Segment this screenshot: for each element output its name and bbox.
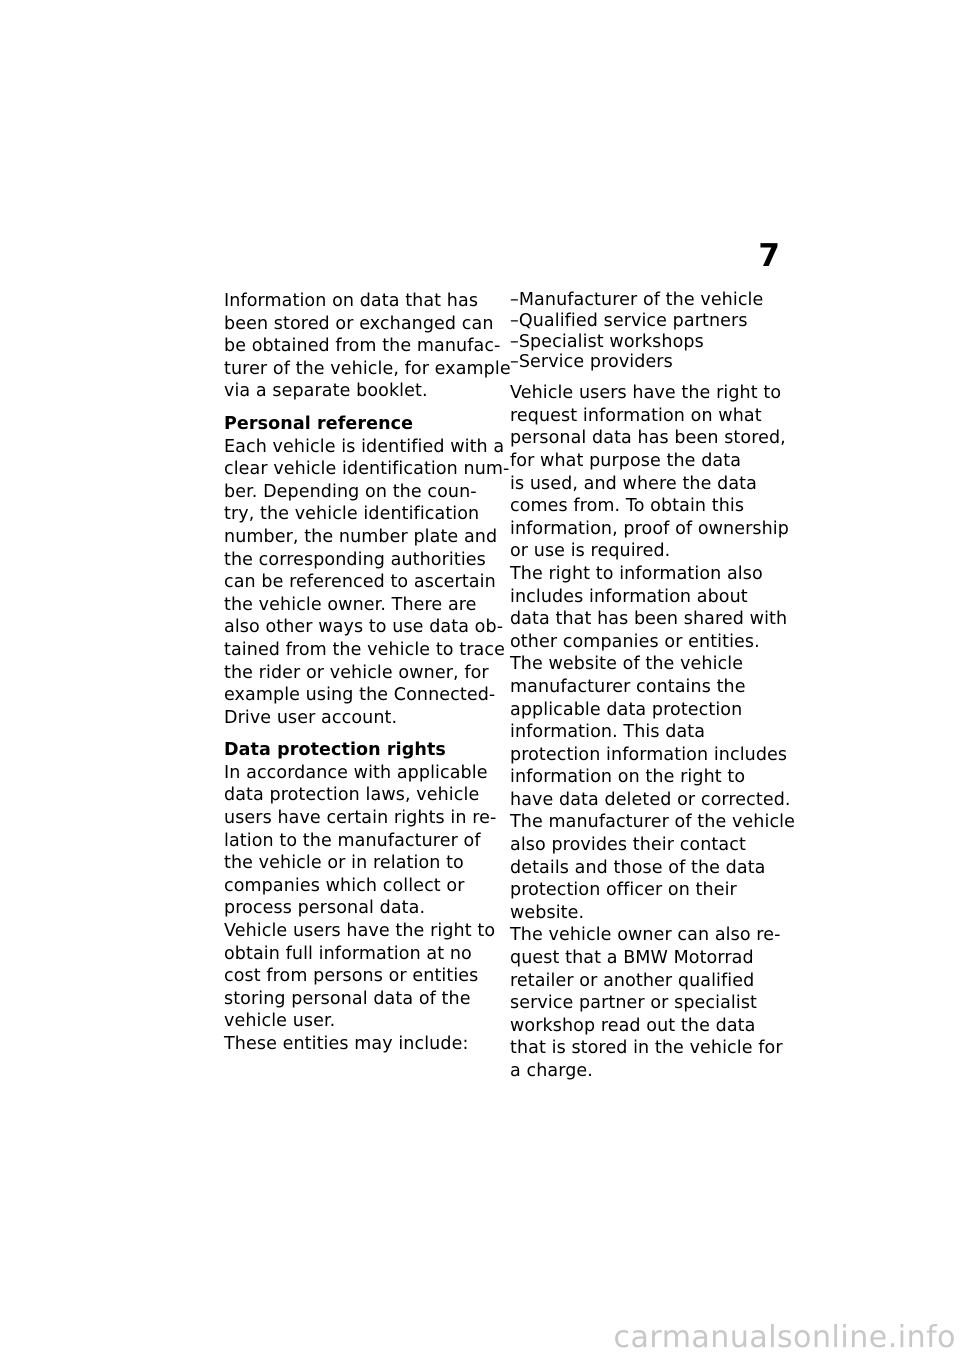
text-line: that is stored in the vehicle for [510, 1038, 783, 1059]
text-line: users have certain rights in re- [224, 808, 497, 829]
text-line: process personal data. [224, 898, 426, 919]
text-line: tained from the vehicle to trace [224, 639, 505, 660]
text-line: Each vehicle is identified with a [224, 436, 505, 457]
text-line: The manufacturer of the vehicle [510, 812, 795, 833]
text-line: information. This data [510, 722, 706, 743]
text-line: is used, and where the data [510, 473, 757, 494]
text-line: vehicle user. [224, 1011, 336, 1032]
text-line: personal data has been stored, [510, 428, 786, 449]
text-line: been stored or exchanged can [224, 313, 494, 334]
text-line: Vehicle users have the right to [510, 383, 782, 404]
text-line: example using the Connected- [224, 685, 496, 706]
text-line: manufacturer contains the [510, 676, 746, 697]
personal-reference-body [224, 436, 510, 730]
text-line: protection officer on their [510, 880, 737, 901]
text-line: the vehicle or in relation to [224, 853, 464, 874]
right-column [510, 290, 795, 1093]
left-column [224, 290, 511, 1066]
page-number: 7 [758, 238, 780, 274]
personal-reference-section [224, 413, 510, 729]
text-line: retailer or another qualified [510, 970, 755, 991]
personal-reference-heading: Personal reference [224, 413, 414, 434]
text-line: data protection laws, vehicle [224, 785, 480, 806]
text-line: number, the number plate and [224, 526, 498, 547]
text-line: In accordance with applicable [224, 762, 488, 783]
text-line: quest that a BMW Motorrad [510, 948, 754, 969]
intro-paragraph [224, 290, 511, 403]
text-line: applicable data protection [510, 699, 743, 720]
text-line: other companies or entities. [510, 631, 760, 652]
text-line: turer of the vehicle, for example [224, 358, 511, 379]
text-line: can be referenced to ascertain [224, 572, 496, 593]
text-line: cost from persons or entities [224, 966, 479, 987]
list-item: –Service providers [510, 352, 673, 373]
text-line: comes from. To obtain this [510, 496, 745, 517]
text-line: be obtained from the manufac- [224, 336, 501, 357]
list-item: –Manufacturer of the vehicle [510, 290, 764, 310]
text-line: information on the right to [510, 767, 746, 788]
text-line: The vehicle owner can also re- [510, 925, 781, 946]
text-line: service partner or specialist [510, 993, 758, 1014]
text-line: also provides their contact [510, 835, 746, 856]
text-line: The website of the vehicle [510, 654, 744, 675]
text-line: via a separate booklet. [224, 381, 428, 402]
entities-list [510, 290, 782, 373]
list-item: –Qualified service partners [510, 310, 748, 331]
text-line: lation to the manufacturer of [224, 830, 481, 851]
text-line: try, the vehicle identification [224, 504, 480, 525]
text-line: data that has been shared with [510, 609, 788, 630]
text-line: Information on data that has [224, 291, 479, 311]
list-item: –Specialist workshops [510, 331, 704, 352]
text-line: request information on what [510, 405, 762, 426]
text-line: the corresponding authorities [224, 549, 486, 570]
text-line: website. [510, 902, 585, 923]
text-line: or use is required. [510, 541, 671, 562]
text-line: protection information includes [510, 744, 788, 765]
text-line: for what purpose the data [510, 450, 742, 471]
text-line: have data deleted or corrected. [510, 789, 791, 810]
text-line: These entities may include: [224, 1034, 469, 1054]
text-line: a charge. [510, 1061, 593, 1081]
text-line: includes information about [510, 586, 748, 607]
watermark: carmanualsonline.info [613, 1320, 956, 1355]
text-line: workshop read out the data [510, 1015, 756, 1036]
text-line: the rider or vehicle owner, for [224, 662, 489, 683]
text-line: Drive user account. [224, 707, 398, 728]
data-protection-rights-heading: Data protection rights [224, 740, 446, 761]
text-line: details and those of the data [510, 857, 766, 878]
text-line: ber. Depending on the coun- [224, 481, 477, 502]
text-line: Vehicle users have the right to [224, 921, 496, 942]
rights-paragraph [510, 382, 795, 1082]
data-protection-rights-body [224, 762, 497, 1056]
text-line: also other ways to use data ob- [224, 617, 504, 638]
text-line: information, proof of ownership [510, 518, 789, 539]
text-line: storing personal data of the [224, 988, 471, 1009]
text-line: companies which collect or [224, 875, 465, 896]
text-line: the vehicle owner. There are [224, 594, 477, 615]
text-line: clear vehicle identification num- [224, 459, 510, 480]
data-protection-rights-section [224, 739, 497, 1055]
text-line: The right to information also [510, 563, 763, 584]
text-line: obtain full information at no [224, 943, 472, 964]
